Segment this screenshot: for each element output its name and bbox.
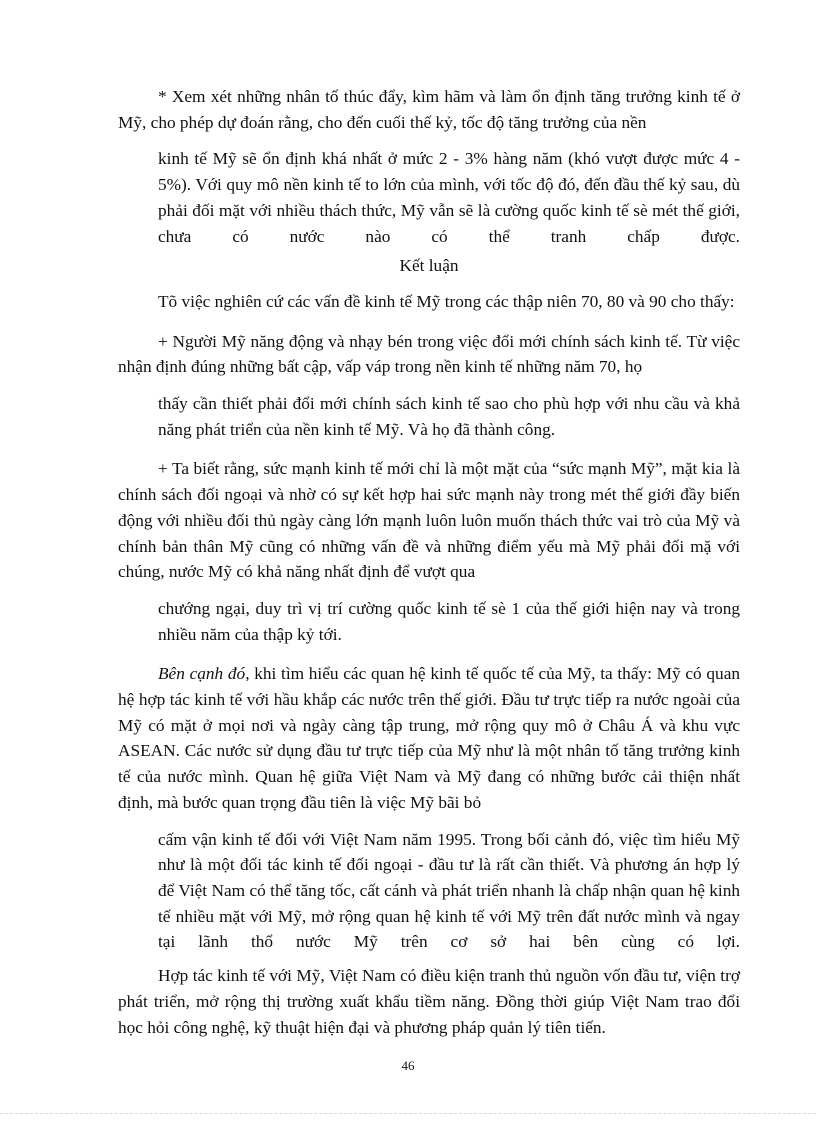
paragraph-point-dynamic-americans-continued: thấy cần thiết phải đổi mới chính sách kinh tế sao cho phù hợp với nhu cầu và khả năng phát triển của nền kinh tế Mỹ. Và họ đã thành công. — [158, 394, 740, 439]
paragraph-international-relations-continued: cấm vận kinh tế đối với Việt Nam năm 1995. Trong bối cảnh đó, việc tìm hiểu Mỹ như là một đối tác kinh tế đối ngoại - đầu tư là rất cần thiết. Và phương án hợp lý để Việt Nam có thể tăng tốc, cất cánh và phát triển nhanh là chấp nhận quan hệ kinh tế nhiều mặt với Mỹ, mở rộng quan hệ kinh tế với Mỹ trên đất nước mình và ngay tại lãnh thổ nước Mỹ trên cơ sở hai bên cùng có lợi. — [158, 829, 740, 952]
paragraph-forecast-intro: * Xem xét những nhân tố thúc đẩy, kìm hãm và làm ổn định tăng trưởng kinh tế ở Mỹ, cho phép dự đoán rằng, cho đến cuối thế kỷ, tốc độ tăng trưởng của nền — [118, 87, 740, 132]
document-body — [118, 84, 740, 1040]
paragraph-forecast-continued: kinh tế Mỹ sẽ ổn định khá nhất ở mức 2 - 3% hàng năm (khó vượt được mức 4 - 5%). Với quy mô nền kinh tế to lớn của mình, với tốc độ đó, đến đầu thế kỷ sau, dù phải đối mặt với nhiều thách thức, Mỹ vẫn sẽ là cường quốc kinh tế sè mét thế giới, chưa có nước nào có thể tranh chấp được. — [158, 149, 740, 246]
paragraph-point-dynamic-americans: + Người Mỹ năng động và nhạy bén trong việc đổi mới chính sách kinh tế. Từ việc nhận định đúng những bất cập, vấp váp trong nền kinh tế những năm 70, họ — [118, 331, 740, 377]
paragraph-point-american-power: + Ta biết rằng, sức mạnh kinh tế mới chỉ là một mặt của “sức mạnh Mỹ”, mặt kia là chính sách đối ngoại và nhờ có sự kết hợp hai sức mạnh này trong mét thế giới đầy biến động với nhiều đối thủ ngày càng lớn mạnh luôn luôn muốn thách thức vai trò của Mỹ và chính bản thân Mỹ cũng có những vấn đề và những điểm yếu mà Mỹ phải đối mặ với chúng, nước Mỹ có khả năng nhất định để vượt qua — [118, 459, 740, 582]
paragraph-cooperation: Hợp tác kinh tế với Mỹ, Việt Nam có điều kiện tranh thủ nguồn vốn đầu tư, viện trợ phát triển, mở rộng thị trường xuất khẩu tiềm năng. Đồng thời giúp Việt Nam trao đổi học hỏi công nghệ, kỹ thuật hiện đại và phương pháp quản lý tiên tiến. — [118, 966, 740, 1037]
section-heading-conclusion: Kết luận — [399, 256, 459, 276]
paragraph-international-relations — [118, 661, 740, 815]
paragraph-conclusion-intro: Tõ việc nghiên cứ các vấn đề kinh tế Mỹ trong các thập niên 70, 80 và 90 cho thấy: — [158, 291, 735, 311]
italic-phrase: Bên cạnh đó — [158, 664, 246, 684]
paragraph-point-american-power-continued: chướng ngại, duy trì vị trí cường quốc kinh tế sè 1 của thế giới hiện nay và trong nhiều năm của thập kỷ tới. — [158, 598, 740, 644]
page-number: 46 — [401, 1058, 415, 1073]
paragraph-international-relations-text: , khi tìm hiểu các quan hệ kinh tế quốc tế của Mỹ, ta thấy: Mỹ có quan hệ hợp tác kinh tế với hầu khắp các nước trên thế giới. Đầu tư trực tiếp ra nước ngoài của Mỹ có mặt ở mọi nơi và ngày càng tập trung, mở rộng quy mô ở Châu Á và khu vực ASEAN. Các nước sử dụng đầu tư trực tiếp của Mỹ như là một nhân tố tăng trưởng kinh tế của nước mình. Quan hệ giữa Việt Nam và Mỹ đang có những bước cải thiện nhất định, mà bước quan trọng đầu tiên là việc Mỹ bãi bỏ — [118, 664, 741, 812]
page-bottom-divider — [0, 1113, 816, 1114]
